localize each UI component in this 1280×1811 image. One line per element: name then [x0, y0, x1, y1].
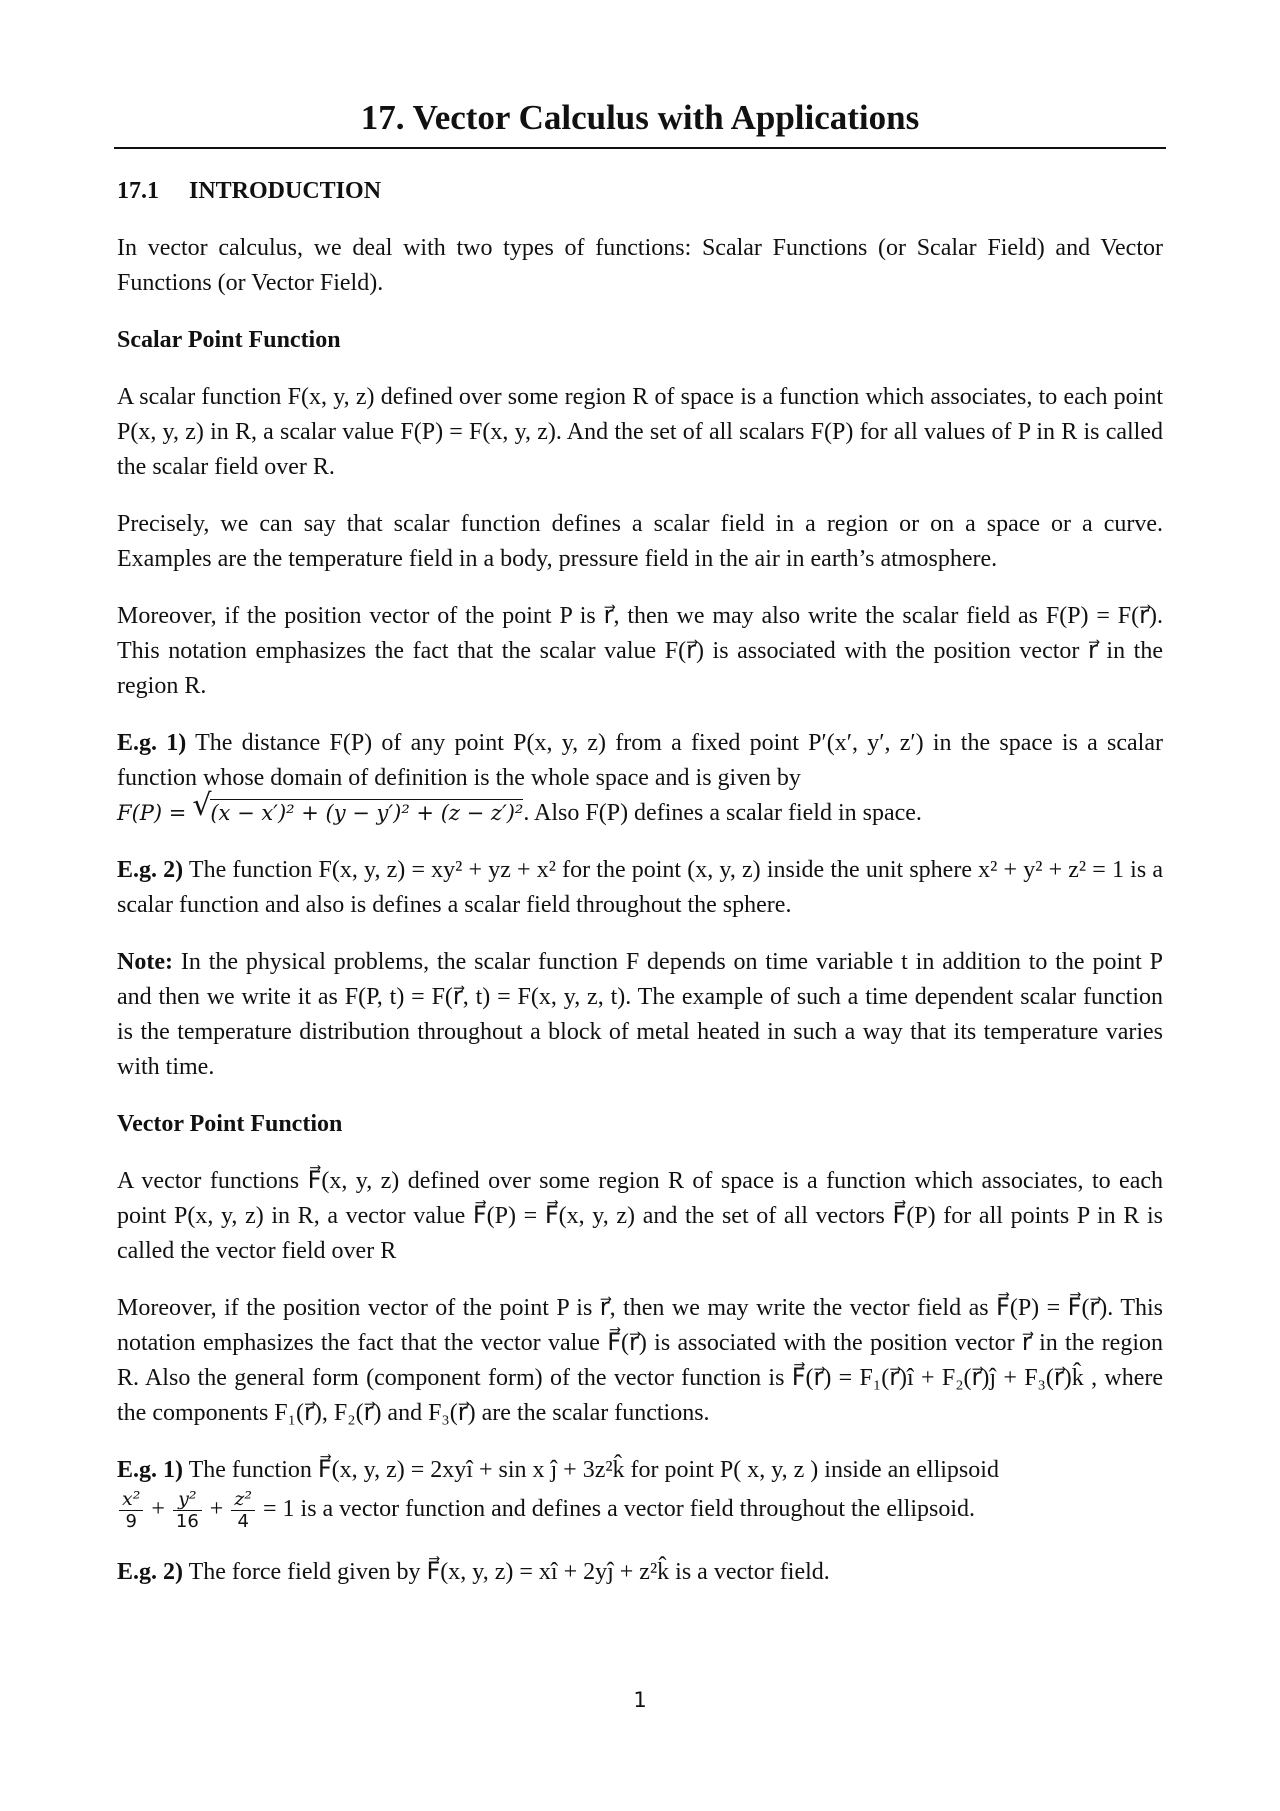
fraction: [173, 1488, 202, 1533]
note-text: In the physical problems, the scalar function F depends on time variable t in addition to the point P and then we write it as F(P, t) = F(r⃗, t) = F(x, y, z, t). The example of such a time dependent scalar function is the temperature distribution throughout a block of metal heated in such a way that its temperature varies with time.: [117, 949, 1164, 1080]
sqrt-formula: [192, 788, 524, 831]
note-paragraph: [117, 945, 1163, 1085]
sqrt-radicand: (x − x′)² + (y − y′)² + (z − z′)²: [210, 801, 524, 825]
note-label: Note:: [117, 949, 173, 975]
fraction-numerator: y²: [173, 1488, 202, 1511]
document-body: [117, 170, 1163, 1612]
scalar-paragraph-3: Moreover, if the position vector of the point P is r⃗, then we may also write the scalar field as F(P) = F(r⃗). This notation emphasizes the fact that the scalar value F(r⃗) is associated with the position vector r⃗ in the region R.: [117, 603, 1163, 699]
scalar-paragraph-2: Precisely, we can say that scalar function defines a scalar field in a region or on a space or a curve. Examples are the temperature field in a body, pressure field in the air in earth’s atmosphere.: [117, 511, 1163, 572]
example-label: E.g. 2): [117, 857, 184, 883]
example-text: The force field given by F⃗(x, y, z) = xî + 2yĵ + z²k̂ is a vector field.: [188, 1559, 830, 1585]
intro-paragraph: In vector calculus, we deal with two types of functions: Scalar Functions (or Scalar Field) and Vector Functions (or Vector Field).: [117, 235, 1163, 296]
fraction-denominator: 4: [237, 1511, 249, 1532]
example-tail: = 1 is a vector function and defines a vector field throughout the ellipsoid.: [262, 1496, 975, 1523]
vector-paragraph-1: A vector functions F⃗(x, y, z) defined over some region R of space is a function which associates, to each point P(x, y, z) in R, a vector value F⃗(P) = F⃗(x, y, z) and the set of all vectors F⃗(P) for all points P in R is called the vector field over R: [117, 1168, 1163, 1264]
vector-example-2: [117, 1555, 1163, 1590]
vector-example-1: E.g. 1) The function F⃗(x, y, z) = 2xyî + sin x ĵ + 3z²k̂ for point P( x, y, z ) inside an ellipsoid $\frac{\text{x²}}{9}$ + $\frac{\text{y²}}{16}$ + $\frac{\text{z²}}{4}$ = 1 is a vector function and defines a vector field throughout the ellipsoid.: [117, 1457, 999, 1532]
section-number: 17.1: [117, 178, 159, 204]
page-title: 17. Vector Calculus with Applications: [360, 98, 920, 137]
fraction-denominator: 16: [175, 1511, 199, 1532]
fraction-denominator: 9: [125, 1511, 137, 1532]
example-text: The function F⃗(x, y, z) = 2xyî + sin x ĵ + 3z²k̂ for point P( x, y, z ) inside an ellipsoid: [188, 1457, 999, 1483]
scalar-example-2: [117, 853, 1163, 923]
vector-heading: Vector Point Function: [117, 1111, 343, 1137]
fraction: [231, 1488, 255, 1533]
fraction-numerator: x²: [119, 1488, 143, 1511]
sqrt-symbol: √: [192, 788, 212, 823]
section-heading: [117, 174, 1163, 209]
title-divider: [114, 147, 1166, 149]
example-label: E.g. 1): [117, 1457, 183, 1483]
scalar-example-1: [117, 726, 1163, 831]
example-text: The function F(x, y, z) = xy² + yz + x² for the point (x, y, z) inside the unit sphere x² + y² + z² = 1 is a scalar function and also is defines a scalar field throughout the sphere.: [117, 857, 1163, 918]
example-label: E.g. 2): [117, 1559, 183, 1585]
page-number: 1: [633, 1688, 647, 1712]
formula-lhs: F(P) =: [117, 801, 187, 825]
scalar-paragraph-1: A scalar function F(x, y, z) defined over some region R of space is a function which associates, to each point P(x, y, z) in R, a scalar value F(P) = F(x, y, z). And the set of all scalars F(P) for all values of P in R is called the scalar field over R.: [117, 384, 1163, 480]
example-label: E.g. 1): [117, 730, 187, 756]
scalar-heading: Scalar Point Function: [117, 327, 341, 353]
example-text: The distance F(P) of any point P(x, y, z) from a fixed point P′(x′, y′, z′) in the space is a scalar function whose domain of definition is the whole space and is given by: [117, 730, 1163, 791]
fraction-numerator: z²: [231, 1488, 255, 1511]
vector-paragraph-2: Moreover, if the position vector of the point P is r⃗, then we may write the vector field as F⃗(P) = F⃗(r⃗). This notation emphasizes the fact that the vector value F⃗(r⃗) is associated with the position vector r⃗ in the region R. Also the general form (component form) of the vector function is F⃗(r⃗) = F₁(r⃗)î + F₂(r⃗)ĵ + F₃(r⃗)k̂ , where the components F₁(r⃗), F₂(r⃗) and F₃(r⃗) are the scalar functions.: [117, 1295, 1163, 1426]
section-title: INTRODUCTION: [189, 178, 382, 204]
formula-tail: . Also F(P) defines a scalar field in space.: [523, 800, 922, 826]
fraction: [119, 1488, 143, 1533]
